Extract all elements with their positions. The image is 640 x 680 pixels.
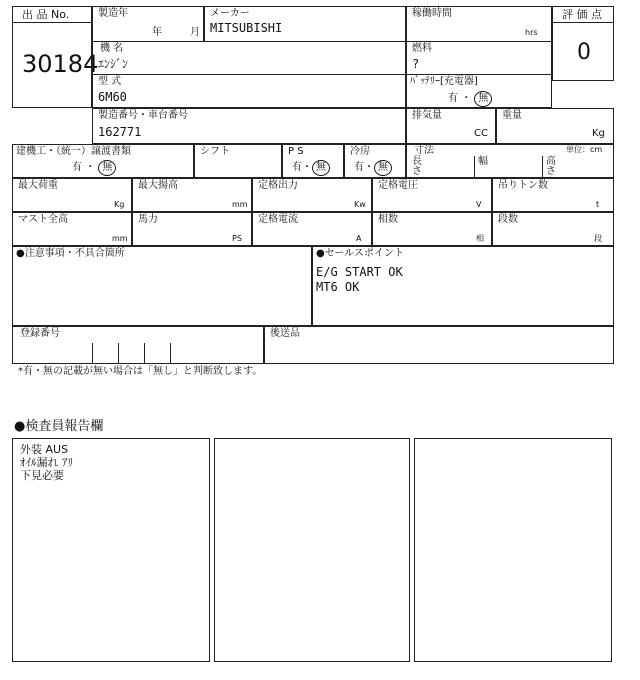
battery-label: ﾊﾞｯﾃﾘｰ[充電器] xyxy=(410,76,478,87)
inspector-title: ●検査員報告欄 xyxy=(14,419,104,434)
max-lift-label: 最大揚高 xyxy=(138,180,178,191)
rated-output-unit: Kw xyxy=(354,200,366,209)
weight-unit: Kg xyxy=(592,128,605,139)
shipping-cell xyxy=(264,326,614,364)
ac-label: 冷房 xyxy=(350,146,370,157)
maker-value: MITSUBISHI xyxy=(210,21,283,35)
model-name-value: ｴﾝｼﾞﾝ xyxy=(98,57,129,71)
fuel-value: ? xyxy=(412,57,420,71)
weight-label: 重量 xyxy=(502,110,522,121)
shift-label: シフト xyxy=(200,146,230,157)
length-label: 長さ xyxy=(412,156,422,177)
rated-current-unit: A xyxy=(356,234,362,243)
footnote: *有・無の記載が無い場合は「無し」と判断致します。 xyxy=(18,366,263,377)
type-label: 型 式 xyxy=(98,76,122,87)
month-unit: 月 xyxy=(190,27,200,38)
fuel-label: 燃料 xyxy=(412,43,432,54)
horsepower-label: 馬力 xyxy=(138,214,158,225)
type-cell xyxy=(92,74,406,108)
serial-value: 162771 xyxy=(98,125,142,139)
battery-yes: 有 xyxy=(448,93,458,104)
displacement-label: 排気量 xyxy=(412,110,442,121)
crane-ton-unit: t xyxy=(596,200,600,209)
maker-label: メーカー xyxy=(210,8,250,19)
battery-choice xyxy=(448,91,492,107)
stages-label: 段数 xyxy=(498,214,518,225)
model-name-cell xyxy=(92,41,406,75)
caution-label: ●注意事項・不具合箇所 xyxy=(16,248,125,259)
registration-label: 登録番号 xyxy=(20,328,60,339)
ps-yes: 有 xyxy=(292,162,302,173)
max-load-unit: Kg xyxy=(114,200,125,209)
displacement-unit: CC xyxy=(474,128,488,139)
lot-no-value: 30184 xyxy=(22,50,99,78)
ac-no-circled: 無 xyxy=(374,160,392,176)
battery-dot: ・ xyxy=(461,93,472,104)
score-value: 0 xyxy=(577,40,591,65)
shipping-label: 後送品 xyxy=(270,328,300,339)
height-label: 高さ xyxy=(546,156,556,177)
transfer-label: 建機工・（統一）譲渡書類 xyxy=(16,146,131,157)
mast-height-unit: mm xyxy=(112,234,128,243)
score-label: 評 価 点 xyxy=(562,8,602,21)
ac-yes: 有 xyxy=(354,162,364,173)
inspector-line-2: ｵｲﾙ漏れ ｱﾘ xyxy=(20,456,73,469)
ps-dot: ・ xyxy=(302,162,312,173)
max-load-label: 最大荷重 xyxy=(18,180,58,191)
rated-current-label: 定格電流 xyxy=(258,214,298,225)
ps-choice xyxy=(292,160,330,176)
inspector-line-3: 下見必要 xyxy=(20,469,64,482)
ac-dot: ・ xyxy=(364,162,374,173)
transfer-no-circled: 無 xyxy=(98,160,116,176)
mast-height-label: マスト全高 xyxy=(18,214,68,225)
width-label: 幅 xyxy=(478,156,488,167)
rated-voltage-unit: V xyxy=(476,200,482,209)
year-label: 製造年 xyxy=(98,8,128,19)
phase-label: 相数 xyxy=(378,214,398,225)
transfer-dot: ・ xyxy=(85,162,96,173)
rated-voltage-label: 定格電圧 xyxy=(378,180,418,191)
ps-no-circled: 無 xyxy=(312,160,330,176)
hours-unit: hrs xyxy=(525,28,538,37)
max-lift-unit: mm xyxy=(232,200,248,209)
ac-choice xyxy=(354,160,392,176)
sales-line-2: MT6 OK xyxy=(316,280,360,294)
transfer-choice xyxy=(72,160,116,176)
phase-unit: 相 xyxy=(476,234,484,243)
inspector-box-2 xyxy=(214,438,410,662)
transfer-yes: 有 xyxy=(72,162,82,173)
inspector-line-1: 外装 AUS xyxy=(20,443,69,456)
type-value: 6M60 xyxy=(98,90,127,104)
horsepower-unit: PS xyxy=(232,234,242,243)
year-unit: 年 xyxy=(152,27,162,38)
rated-output-label: 定格出力 xyxy=(258,180,298,191)
stages-unit: 段 xyxy=(594,234,602,243)
crane-ton-label: 吊りトン数 xyxy=(498,180,548,191)
inspector-box-3 xyxy=(414,438,612,662)
ps-label: P S xyxy=(288,146,304,157)
battery-no-circled: 無 xyxy=(474,91,492,107)
sales-line-1: E/G START OK xyxy=(316,265,403,279)
serial-label: 製造番号・車台番号 xyxy=(98,110,188,121)
dims-label: 寸法 xyxy=(414,145,434,156)
model-name-label: 機 名 xyxy=(100,43,124,54)
lot-no-label: 出 品 No. xyxy=(22,8,70,21)
sales-label: ●セールスポイント xyxy=(316,248,404,259)
unit-note: 単位：cm xyxy=(566,145,603,154)
hours-label: 稼働時間 xyxy=(412,8,452,19)
